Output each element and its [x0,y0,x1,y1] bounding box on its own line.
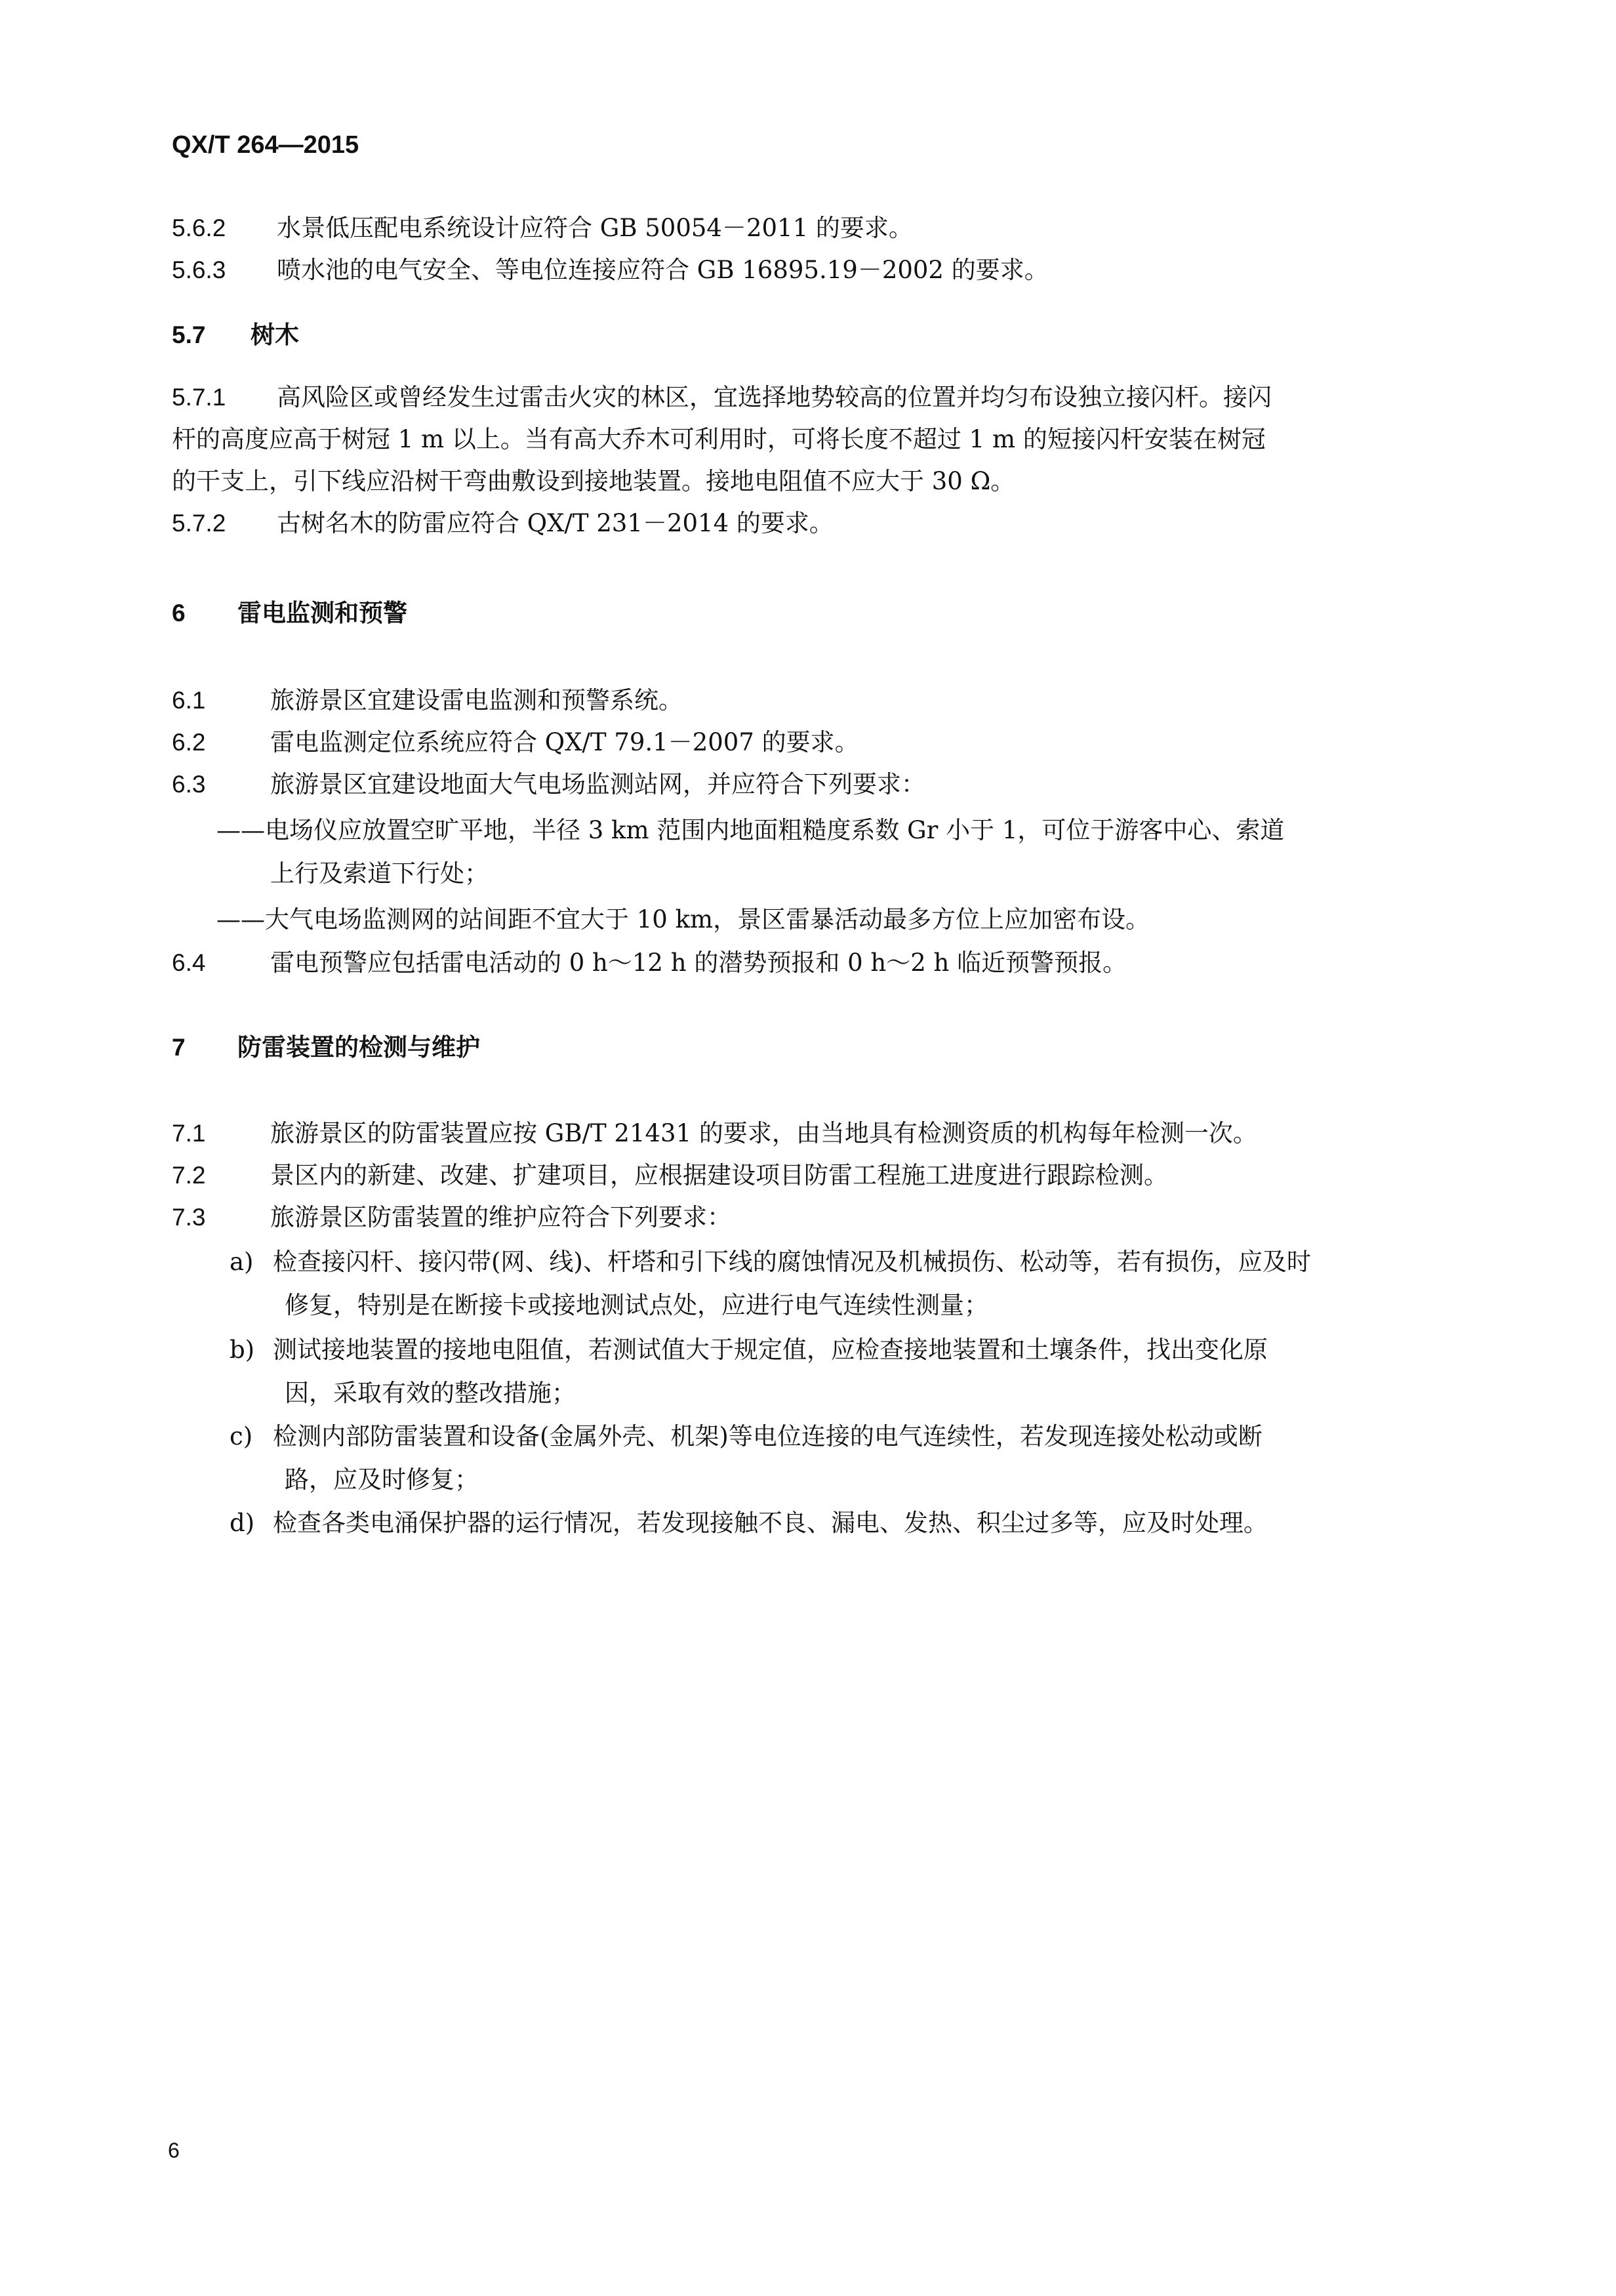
clause-6-4 [172,946,1127,980]
clause-number: 7.3 [172,1204,206,1231]
list-text: 检查各类电涌保护器的运行情况，若发现接触不良、漏电、发热、积尘过多等，应及时处理。 [273,1509,1268,1537]
list-text: 检查接闪杆、接闪带(网、线)、杆塔和引下线的腐蚀情况及机械损伤、松动等，若有损伤，应及时 [273,1248,1311,1276]
clause-text: 景区内的新建、改建、扩建项目，应根据建设项目防雷工程施工进度进行跟踪检测。 [270,1161,1168,1189]
list-text: 测试接地装置的接地电阻值，若测试值大于规定值，应检查接地装置和土壤条件，找出变化原 [273,1336,1268,1364]
list-item-d [230,1506,1268,1540]
section-heading-6 [172,596,407,630]
dash-item-2: ——大气电场监测网的站间距不宜大于 10 km，景区雷暴活动最多方位上应加密布设。 [216,905,1150,933]
section-number: 6 [172,600,186,626]
clause-number: 7.2 [172,1162,206,1189]
clause-text: 旅游景区宜建设雷电监测和预警系统。 [270,686,683,714]
clause-number: 5.6.2 [172,215,226,241]
list-item-a [230,1245,1311,1279]
clause-6-2 [172,726,859,760]
clause-5-7-2 [172,506,834,541]
clause-number: 6.1 [172,687,206,714]
list-item-c [230,1420,1262,1454]
clause-number: 5.6.3 [172,256,226,283]
page-number: 6 [168,2139,180,2162]
clause-number: 6.2 [172,729,206,756]
clause-text: 喷水池的电气安全、等电位连接应符合 GB 16895.19－2002 的要求。 [277,256,1049,284]
section-number: 5.7 [172,321,206,348]
clause-5-7-1-line2: 杆的高度应高于树冠 1 m 以上。当有高大乔木可利用时，可将长度不超过 1 m 的短接闪杆安装在树冠 [172,425,1266,453]
clause-text: 雷电预警应包括雷电活动的 0 h～12 h 的潜势预报和 0 h～2 h 临近预警预报。 [270,949,1127,977]
dash-item-1-line1: ——电场仪应放置空旷平地，半径 3 km 范围内地面粗糙度系数 Gr 小于 1，可位于游客中心、索道 [216,816,1285,844]
section-number: 7 [172,1034,186,1061]
clause-text: 旅游景区的防雷装置应按 GB/T 21431 的要求，由当地具有检测资质的机构每年检测一次。 [270,1119,1257,1147]
list-item-a-line2: 修复，特别是在断接卡或接地测试点处，应进行电气连续性测量； [285,1291,988,1319]
list-label: a) [230,1248,254,1276]
clause-5-6-3 [172,253,1049,287]
section-title: 树木 [251,320,299,349]
clause-number: 6.3 [172,771,206,798]
clause-text: 古树名木的防雷应符合 QX/T 231－2014 的要求。 [277,509,834,537]
clause-5-7-1 [172,380,1272,415]
clause-text: 雷电监测定位系统应符合 QX/T 79.1－2007 的要求。 [270,728,859,756]
clause-number: 6.4 [172,949,206,976]
clause-text: 旅游景区防雷装置的维护应符合下列要求： [270,1203,731,1231]
clause-text: 水景低压配电系统设计应符合 GB 50054－2011 的要求。 [277,214,913,242]
clause-number: 7.1 [172,1120,206,1147]
list-label: c) [230,1422,253,1450]
list-label: d) [230,1509,255,1537]
list-item-c-line2: 路，应及时修复； [285,1466,479,1494]
section-title: 雷电监测和预警 [237,598,407,627]
dash-item-1-line2: 上行及索道下行处； [270,859,489,888]
clause-5-6-2 [172,211,913,245]
clause-7-3 [172,1200,731,1235]
clause-7-1 [172,1117,1257,1151]
clause-number: 5.7.1 [172,384,226,411]
list-item-b-line2: 因，采取有效的整改措施； [285,1379,576,1407]
list-label: b) [230,1336,255,1364]
list-item-b [230,1333,1268,1367]
clause-text: 高风险区或曾经发生过雷击火灾的林区，宜选择地势较高的位置并均匀布设独立接闪杆。接闪 [277,383,1272,411]
section-heading-5-7 [172,318,299,352]
clause-7-2 [172,1158,1168,1193]
section-heading-7 [172,1030,480,1065]
clause-6-1 [172,684,683,718]
clause-5-7-1-line3: 的干支上，引下线应沿树干弯曲敷设到接地装置。接地电阻值不应大于 30 Ω。 [172,467,1015,495]
clause-number: 5.7.2 [172,510,226,537]
standard-code-header: QX/T 264—2015 [172,131,359,159]
clause-text: 旅游景区宜建设地面大气电场监测站网，并应符合下列要求： [270,770,925,798]
section-title: 防雷装置的检测与维护 [237,1033,480,1061]
clause-6-3 [172,768,925,802]
list-text: 检测内部防雷装置和设备(金属外壳、机架)等电位连接的电气连续性，若发现连接处松动或断 [273,1422,1262,1450]
